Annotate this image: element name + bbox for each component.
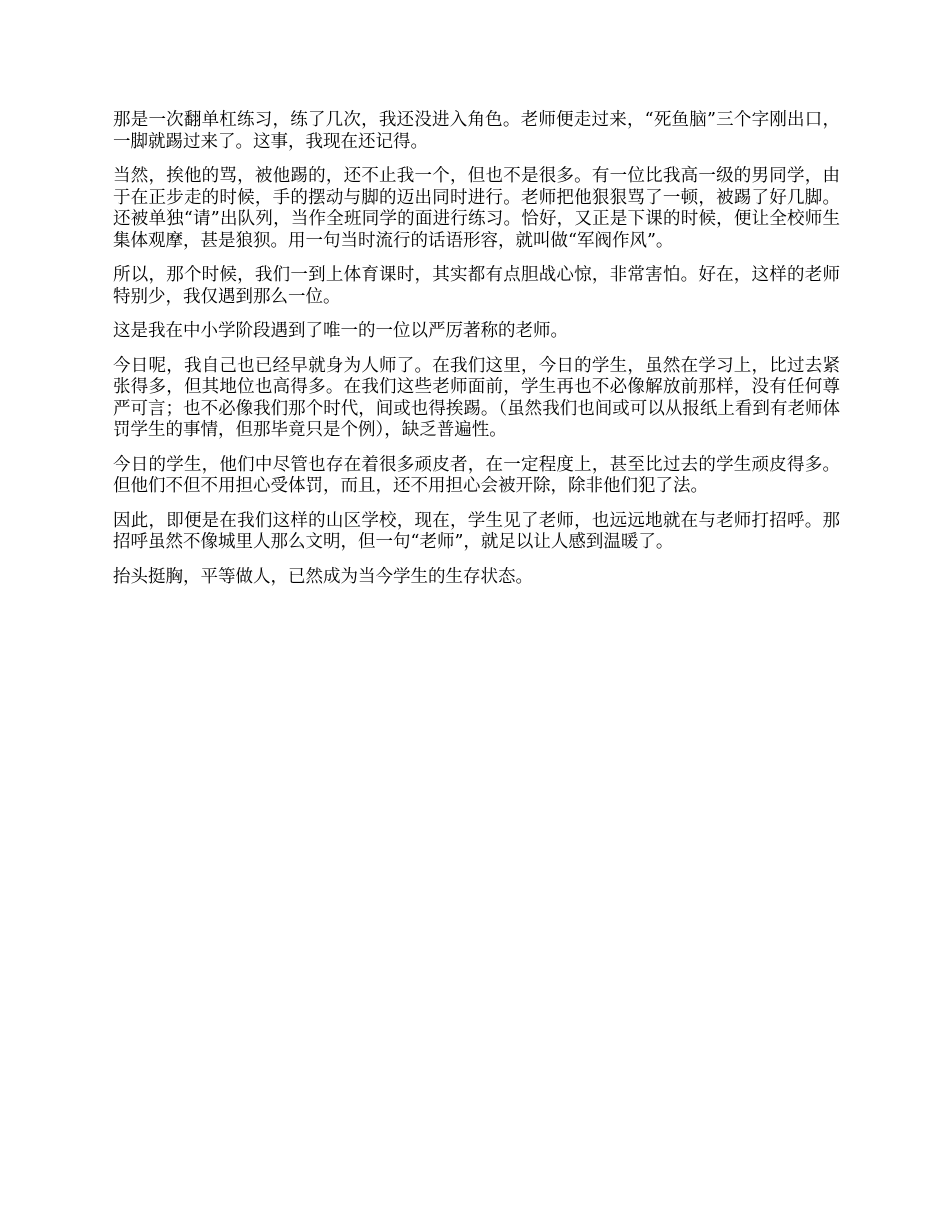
paragraph-3: 所以，那个时候，我们一到上体育课时，其实都有点胆战心惊，非常害怕。好在，这样的老师特别少，我仅遇到那么一位。	[113, 265, 840, 307]
paragraph-7: 因此，即便是在我们这样的山区学校，现在，学生见了老师，也远远地就在与老师打招呼。那招呼虽然不像城里人那么文明，但一句“老师”，就足以让人感到温暖了。	[113, 510, 840, 552]
paragraph-5: 今日呢，我自己也已经早就身为人师了。在我们这里，今日的学生，虽然在学习上，比过去紧张得多，但其地位也高得多。在我们这些老师面前，学生再也不必像解放前那样，没有任何尊严可言；也不必像我们那个时代，间或也得挨踢。（虽然我们也间或可以从报纸上看到有老师体罚学生的事情，但那毕竟只是个例），缺乏普遍性。	[113, 355, 840, 440]
paragraph-1: 那是一次翻单杠练习，练了几次，我还没进入角色。老师便走过来，“死鱼脑”三个字刚出口，一脚就踢过来了。这事，我现在还记得。	[113, 110, 840, 152]
document-body	[113, 110, 840, 601]
paragraph-4: 这是我在中小学阶段遇到了唯一的一位以严厉著称的老师。	[113, 321, 568, 341]
paragraph-2: 当然，挨他的骂，被他踢的，还不止我一个，但也不是很多。有一位比我高一级的男同学，由于在正步走的时候，手的摆动与脚的迈出同时进行。老师把他狠狠骂了一顿，被踢了好几脚。还被单独“请”出队列，当作全班同学的面进行练习。恰好，又正是下课的时候，便让全校师生集体观摩，甚是狼狈。用一句当时流行的话语形容，就叫做“军阀作风”。	[113, 166, 840, 251]
paragraph-6: 今日的学生，他们中尽管也存在着很多顽皮者，在一定程度上，甚至比过去的学生顽皮得多。但他们不但不用担心受体罚，而且，还不用担心会被开除，除非他们犯了法。	[113, 454, 840, 496]
paragraph-8: 抬头挺胸，平等做人，已然成为当今学生的生存状态。	[113, 566, 533, 587]
